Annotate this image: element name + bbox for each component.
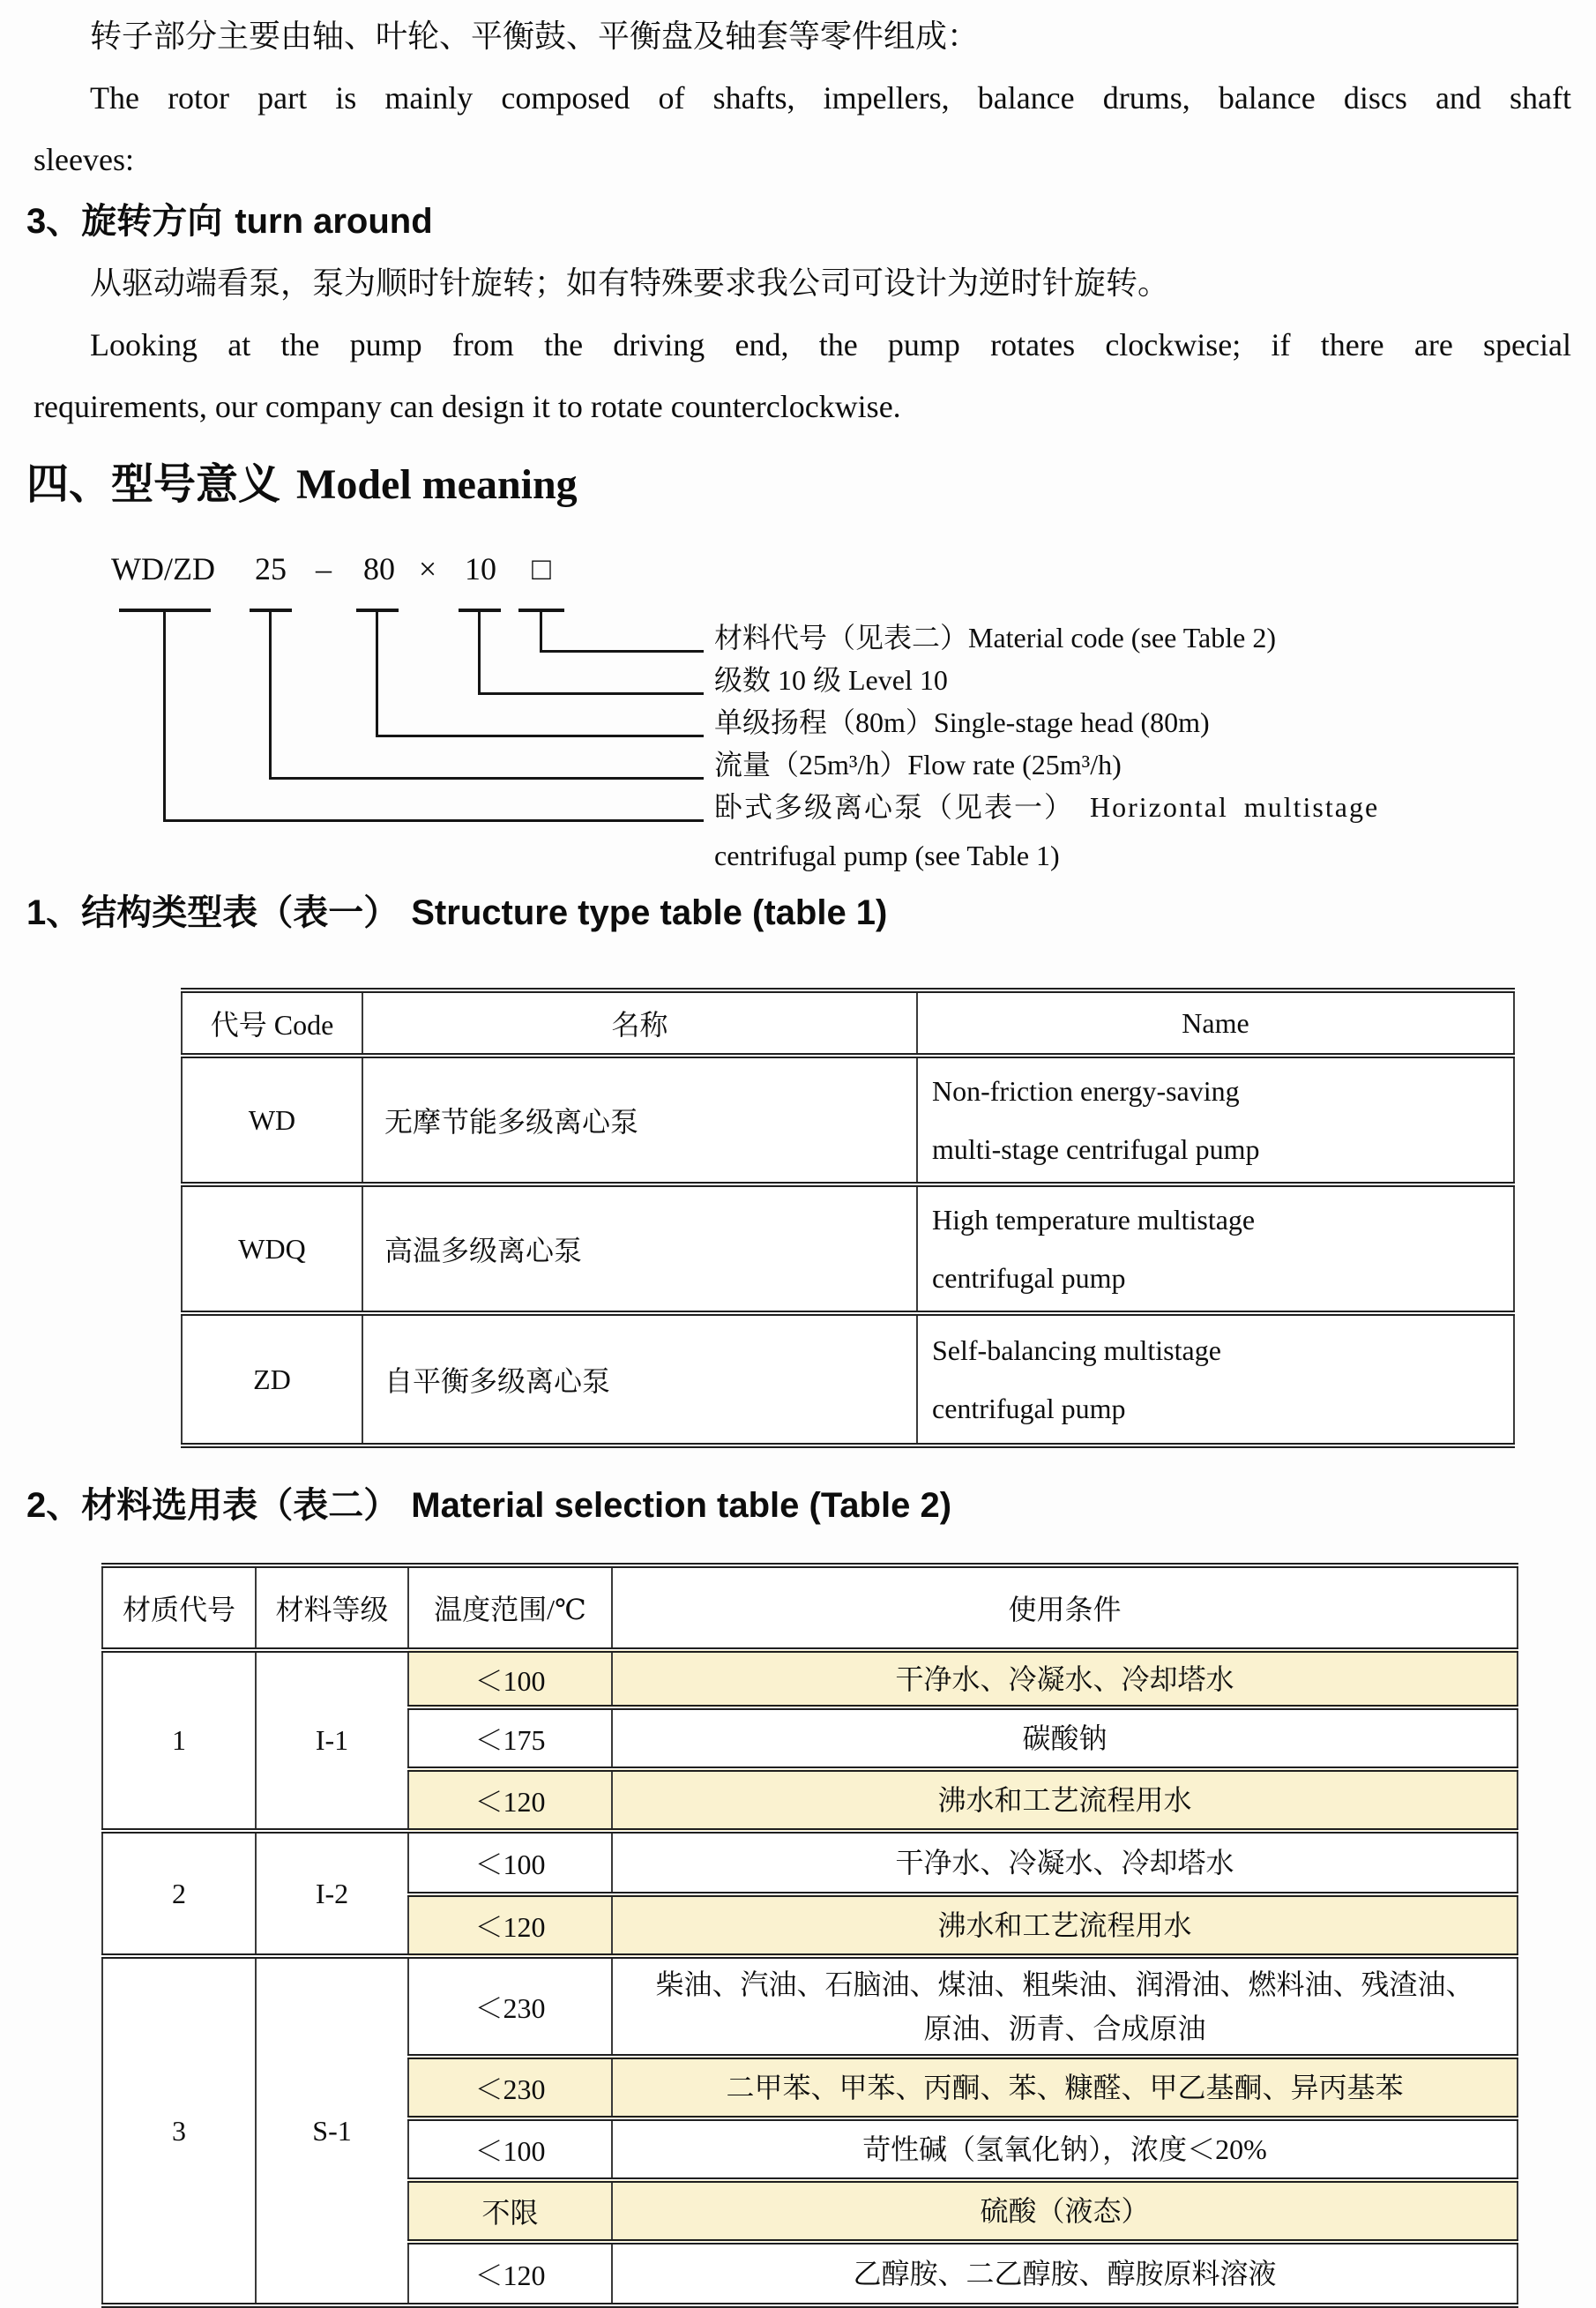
table2-heading-en: Material selection table (Table 2) (411, 1486, 952, 1525)
intro-paragraph-en-line2: sleeves: (34, 142, 134, 177)
connector-line-flow (269, 610, 272, 780)
table1-heading-zh: 1、结构类型表（表一） (26, 893, 399, 932)
section3-paragraph-zh: 从驱动端看泵，泵为顺时针旋转；如有特殊要求我公司可设计为逆时针旋转。 (90, 265, 1170, 301)
t2-temp: ＜100 (408, 1650, 612, 1707)
table-row (102, 1650, 1518, 1707)
t1-name-en-wdq-line2: centrifugal pump (932, 1262, 1126, 1294)
section4-heading (26, 450, 1596, 520)
t2-condition: 苛性碱（氢氧化钠），浓度＜20% (612, 2118, 1518, 2180)
t1-name-zh-wdq: 高温多级离心泵 (362, 1184, 917, 1313)
t1-header-name-zh: 名称 (362, 990, 917, 1056)
model-code-stage-value: 10 (465, 551, 496, 586)
connector-line-material (540, 610, 542, 653)
connector-line-series (163, 610, 166, 822)
model-code-diagram (0, 529, 1596, 882)
connector-line-stage-h (478, 692, 704, 695)
t2-material-code-3: 3 (102, 1956, 256, 2305)
t1-name-en-zd-line2: centrifugal pump (932, 1393, 1126, 1424)
connector-line-head (376, 610, 378, 737)
intro-paragraph-en-line1: The rotor part is mainly composed of shafts, impellers, balance drums, balance discs and shaft (90, 80, 1571, 116)
intro-paragraph-zh: 转子部分主要由轴、叶轮、平衡鼓、平衡盘及轴套等零件组成： (90, 19, 980, 54)
t2-header-temp-range: 温度范围/℃ (408, 1565, 612, 1650)
t1-name-en-zd (917, 1313, 1514, 1445)
t1-header-name-en: Name (917, 990, 1514, 1056)
t1-name-zh-zd: 自平衡多级离心泵 (362, 1313, 917, 1445)
label-material-code: 材料代号（见表二）Material code (see Table 2) (714, 622, 1277, 654)
table-row (182, 1056, 1514, 1184)
t2-condition: 干净水、冷凝水、冷却塔水 (612, 1831, 1518, 1894)
table-header-row (182, 990, 1514, 1056)
table-header-row (102, 1565, 1518, 1650)
label-single-stage-head: 单级扬程（80m）Single-stage head (80m) (714, 706, 1210, 738)
t1-name-zh-wd: 无摩节能多级离心泵 (362, 1056, 917, 1184)
t2-material-code-2: 2 (102, 1831, 256, 1956)
t2-material-grade-3: S-1 (256, 1956, 408, 2305)
t2-material-code-1: 1 (102, 1650, 256, 1831)
t2-material-grade-2: I-2 (256, 1831, 408, 1956)
t2-temp: ＜120 (408, 2242, 612, 2305)
table2-heading (26, 1475, 1596, 1536)
table-row (182, 1184, 1514, 1313)
section3-heading (26, 190, 1596, 252)
t1-name-en-zd-line1: Self-balancing multistage (932, 1334, 1221, 1366)
label-pump-type-line2: centrifugal pump (see Table 1) (714, 840, 1060, 871)
t2-condition: 碳酸钠 (612, 1707, 1518, 1769)
connector-line-stage (478, 610, 481, 695)
section3-heading-en: turn around (235, 202, 433, 241)
connector-line-material-h (540, 650, 704, 653)
model-code-head-value: 80 (363, 551, 395, 586)
t2-header-usage-condition: 使用条件 (612, 1565, 1518, 1650)
t2-condition: 硫酸（液态） (612, 2180, 1518, 2242)
section3-paragraph-en-line1: Looking at the pump from the driving end, the pump rotates clockwise; if there are special (90, 327, 1571, 362)
t2-condition: 柴油、汽油、石脑油、煤油、粗柴油、润滑油、燃料油、残渣油、原油、沥青、合成原油 (612, 1956, 1518, 2057)
table-row (182, 1313, 1514, 1445)
t2-condition: 干净水、冷凝水、冷却塔水 (612, 1650, 1518, 1707)
section3-heading-zh: 3、旋转方向 (26, 202, 223, 241)
model-code-flow-value: 25 (255, 551, 287, 586)
table1-heading-en: Structure type table (table 1) (411, 893, 888, 932)
label-stage-number: 级数 10 级 Level 10 (714, 664, 948, 696)
table1-heading (26, 882, 1596, 944)
section4-heading-en: Model meaning (296, 461, 578, 508)
connector-line-series-h (163, 819, 704, 822)
connector-line-flow-h (269, 777, 704, 780)
t1-name-en-wdq (917, 1184, 1514, 1313)
table-row (102, 1831, 1518, 1894)
table2-heading-zh: 2、材料选用表（表二） (26, 1486, 399, 1525)
t2-temp: ＜230 (408, 2057, 612, 2118)
t2-header-material-code: 材质代号 (102, 1565, 256, 1650)
model-code-times-sign: × (418, 551, 437, 586)
t2-material-grade-1: I-1 (256, 1650, 408, 1831)
section3-paragraph-en-line2: requirements, our company can design it to rotate counterclockwise. (34, 389, 901, 424)
t1-name-en-wd (917, 1056, 1514, 1184)
t2-condition: 乙醇胺、二乙醇胺、醇胺原料溶液 (612, 2242, 1518, 2305)
t2-condition: 沸水和工艺流程用水 (612, 1894, 1518, 1956)
t2-condition: 二甲苯、甲苯、丙酮、苯、糠醛、甲乙基酮、异丙基苯 (612, 2057, 1518, 2118)
model-code-series: WD/ZD (111, 551, 215, 586)
label-flow-rate: 流量（25m³/h）Flow rate (25m³/h) (714, 749, 1122, 781)
t2-temp: ＜100 (408, 1831, 612, 1894)
t2-temp: ＜230 (408, 1956, 612, 2057)
model-code-dash: – (316, 551, 332, 586)
t2-temp: ＜120 (408, 1769, 612, 1831)
t1-name-en-wd-line2: multi-stage centrifugal pump (932, 1133, 1260, 1165)
t1-code-zd: ZD (182, 1313, 362, 1445)
structure-type-table (181, 988, 1515, 1448)
t2-condition: 沸水和工艺流程用水 (612, 1769, 1518, 1831)
t1-name-en-wd-line1: Non-friction energy-saving (932, 1075, 1240, 1107)
t2-temp: ＜120 (408, 1894, 612, 1956)
t2-temp: 不限 (408, 2180, 612, 2242)
t1-code-wd: WD (182, 1056, 362, 1184)
t2-header-material-grade: 材料等级 (256, 1565, 408, 1650)
connector-line-head-h (376, 735, 704, 737)
t1-name-en-wdq-line1: High temperature multistage (932, 1204, 1256, 1236)
table-row (102, 1956, 1518, 2057)
t2-temp: ＜100 (408, 2118, 612, 2180)
t1-header-code: 代号 Code (182, 990, 362, 1056)
t2-temp: ＜175 (408, 1707, 612, 1769)
t1-code-wdq: WDQ (182, 1184, 362, 1313)
material-selection-table (101, 1563, 1518, 2308)
section4-heading-zh: 四、型号意义 (26, 461, 281, 508)
label-pump-type-line1: 卧式多级离心泵（见表一） Horizontal multistage (714, 791, 1380, 823)
model-code-material-placeholder-box: □ (532, 551, 551, 586)
